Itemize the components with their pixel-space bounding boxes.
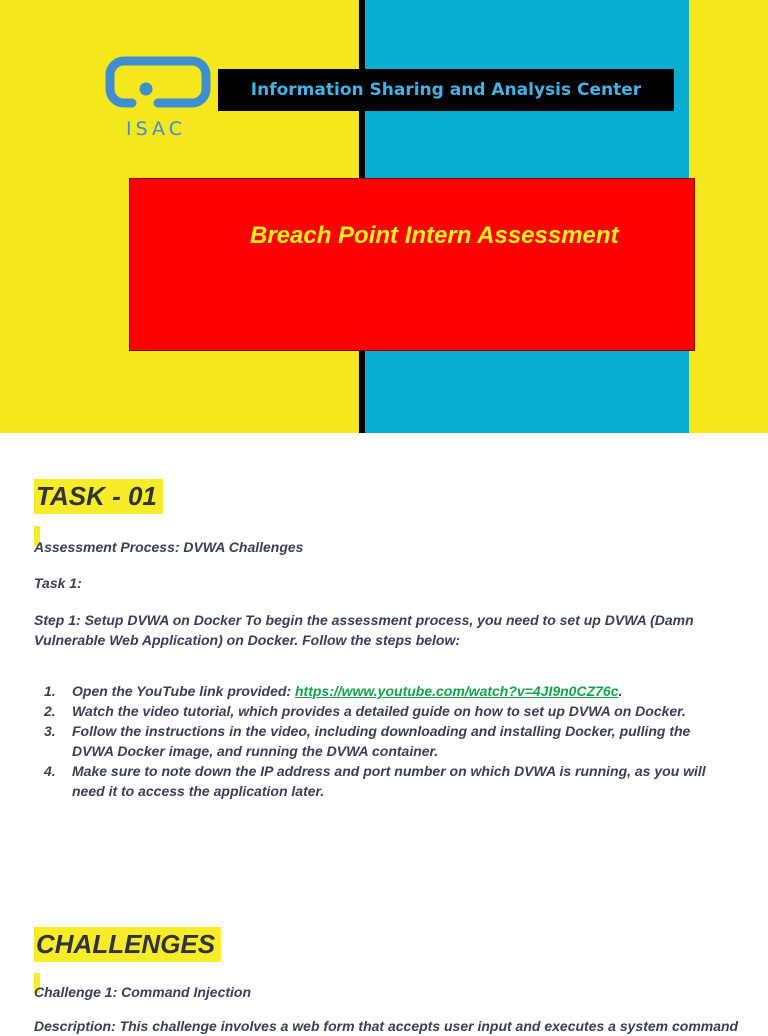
- cover-banner: [0, 0, 768, 433]
- challenges-heading: CHALLENGES: [34, 927, 221, 962]
- document-title: Breach Point Intern Assessment: [250, 222, 619, 249]
- list-item: 1. Open the YouTube link provided: https://www.youtube.com/watch?v=4JI9n0CZ76c.: [44, 683, 623, 699]
- challenge-1-title: Challenge 1: Command Injection: [34, 984, 252, 1000]
- org-name-box: [218, 69, 674, 111]
- task-heading: TASK - 01: [34, 479, 163, 514]
- list-item: 2. Watch the video tutorial, which provides a detailed guide on how to set up DVWA on Docker.: [44, 703, 686, 719]
- youtube-link[interactable]: https://www.youtube.com/watch?v=4JI9n0CZ76c: [294, 683, 619, 699]
- steps-list: [34, 681, 734, 801]
- title-box: [129, 178, 695, 351]
- step-1-text: Step 1: Setup DVWA on Docker To begin the assessment process, you need to set up DVWA (Damn Vulnerable Web Application) on Docker. Follow the steps below:: [34, 612, 694, 648]
- task-label: Task 1:: [34, 575, 82, 591]
- logo-text: ISAC: [126, 118, 186, 140]
- org-name: Information Sharing and Analysis Center: [250, 80, 642, 100]
- list-item: 3. Follow the instructions in the video, including downloading and installing Docker, pulling the DVWA Docker image, and running the DVWA container.: [44, 723, 691, 759]
- assessment-process: Assessment Process: DVWA Challenges: [34, 539, 304, 555]
- list-item: 4. Make sure to note down the IP address and port number on which DVWA is running, as you will need it to access the application later.: [44, 763, 706, 799]
- challenge-1-description: Description: This challenge involves a web form that accepts user input and executes a system command: [34, 1018, 739, 1034]
